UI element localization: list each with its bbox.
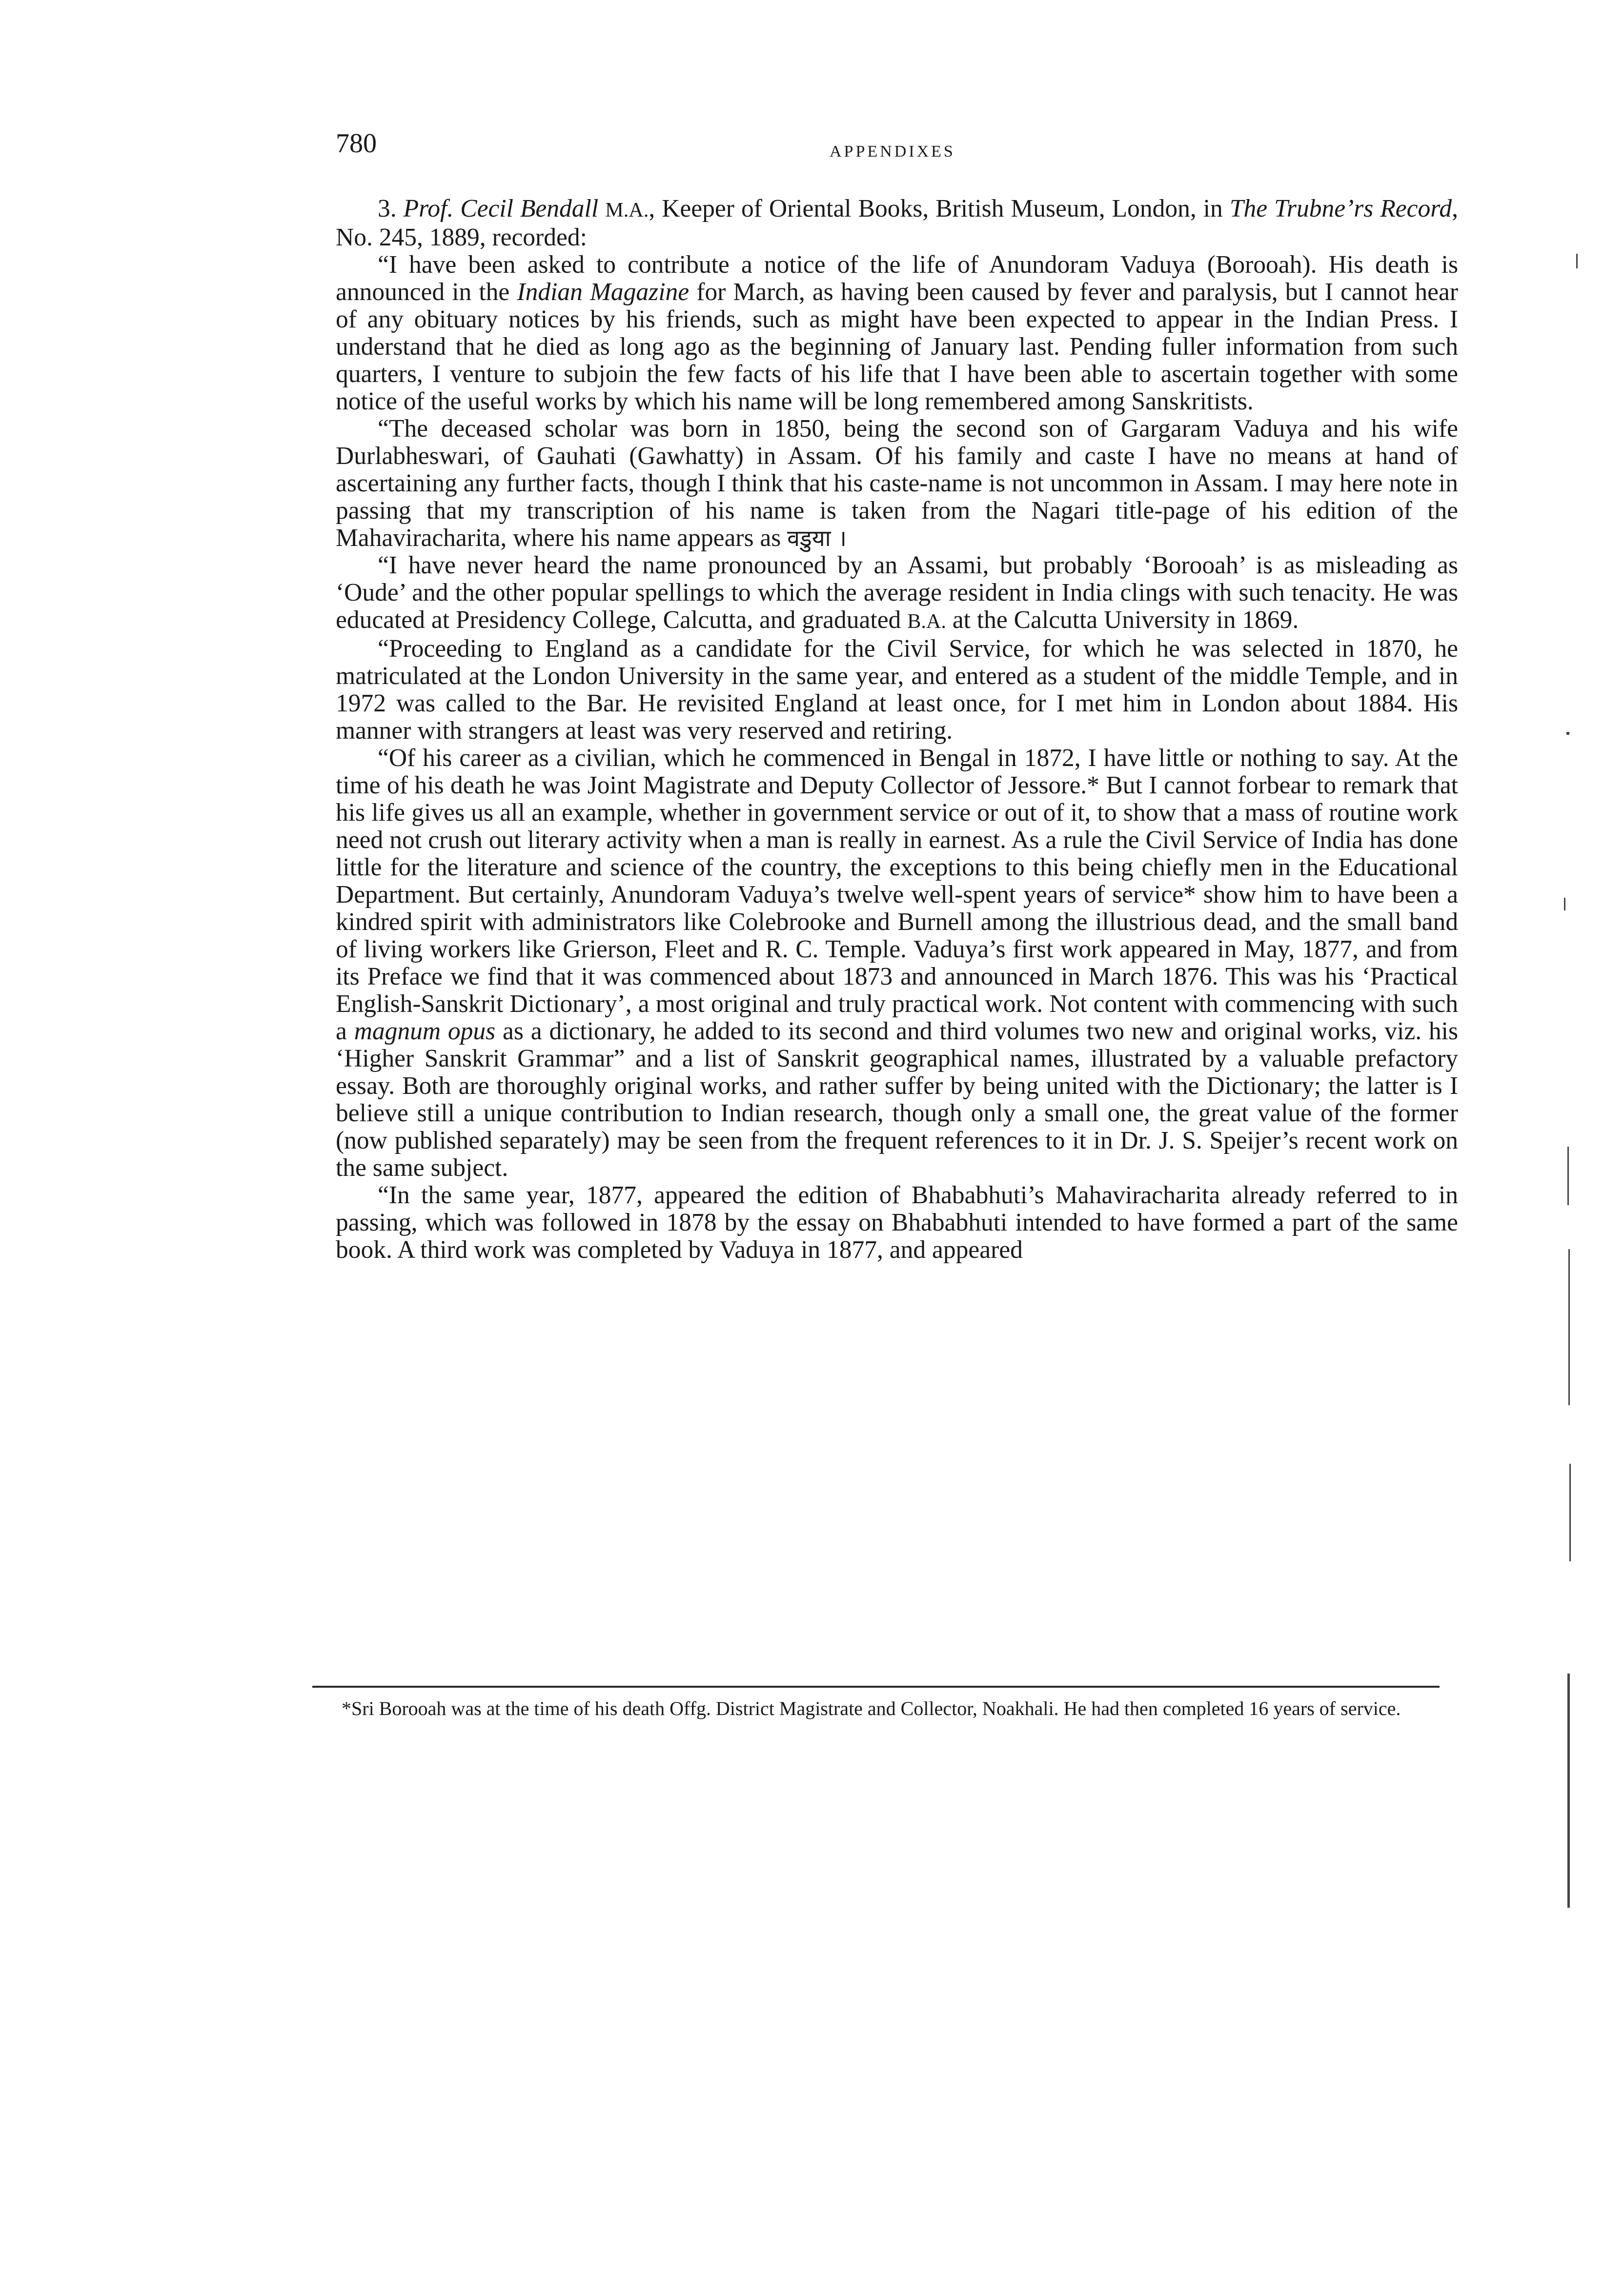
- margin-mark: [1568, 1249, 1570, 1405]
- paragraph-text: “Of his career as a civilian, which he commenced in Bengal in 1872, I have little or nothing to say. At the time of his death he was Joint Magistrate and Deputy Collector of Jessore.* But I cannot forbear to remark that his life gives us all an example, whether in government service or out of it, to show that a mass of routine work need not crush out literary activity when a man is really in earnest. As a rule the Civil Service of India has done little for the literature and science of the country, the exceptions to this being chiefly men in the Educational Department. But certainly, Anundoram Vaduya’s twelve well-spent years of service* show him to have been a kindred spirit with administrators like Colebrooke and Burnell among the illustrious dead, and the small band of living workers like Grierson, Fleet and R. C. Temple. Vaduya’s first work appeared in May, 1877, and from its Preface we find that it was commenced about 1873 and announced in March 1876. This was his ‘Practical English-Sanskrit Dictionary’, a most original and truly practical work. Not content with commencing with such a: [336, 744, 1458, 1045]
- paragraph-text: as a dictionary, he added to its second and third volumes two new and original works, viz. his ‘Higher Sanskrit Grammar” and a list of Sanskrit geographical names, illustrated by a valuable prefactory essay. Both are thoroughly original works, and rather suffer by being united with the Dictionary; the latter is I believe still a unique contribution to Indian research, though only a small one, the great value of the former (now published separately) may be seen from the frequent references to it in Dr. J. S. Speijer’s recent work on the same subject.: [336, 1017, 1458, 1182]
- paragraph-text: “In the same year, 1877, appeared the edition of Bhababhuti’s Mahaviracharita already referred to in passing, which was followed in 1878 by the essay on Bhababhuti intended to have formed a part of the same book. A third work was completed by Vaduya in 1877, and appeared: [336, 1181, 1458, 1264]
- paragraph-text: at the Calcutta University in 1869.: [946, 606, 1299, 634]
- paragraph-text: , Keeper of Oriental Books, British Museum, London, in: [649, 195, 1230, 222]
- paragraph-text: “I have never heard the name pronounced by an Assami, but probably ‘Borooah’ is as misleading as ‘Oude’ and the other popular spellings to which the average resident in India clings with such tenacity. He was educated at Presidency College, Calcutta, and graduated: [336, 551, 1458, 634]
- paragraph-text: “The deceased scholar was born in 1850, being the second son of Gargaram Vaduya and his wife Durlabheswari, of Gauhati (Gawhatty) in Assam. Of his family and caste I have no means at hand of ascertaining any further facts, though I think that his caste-name is not uncommon in Assam. I may here note in passing that my transcription of his name is taken from the Nagari title-page of his edition of the Mahaviracharita, where his name appears as: [336, 415, 1458, 552]
- paragraph-text: , No. 245, 1889, recorded:: [336, 195, 1459, 251]
- footnote: [317, 1698, 1440, 1719]
- magazine-title: Indian Magazine: [517, 278, 690, 306]
- page-number: 780: [336, 128, 377, 159]
- margin-mark: [1564, 898, 1565, 910]
- paragraph-5: [336, 635, 1458, 745]
- author-name: Prof. Cecil Bendall: [403, 195, 599, 222]
- margin-mark: [1567, 1147, 1569, 1205]
- body-text: [336, 195, 1458, 1264]
- footnote-text: *Sri Borooah was at the time of his death Offg. District Magistrate and Collector, Noakhali. He had then completed 16 years of service.: [342, 1697, 1401, 1719]
- paragraph-3: [336, 415, 1458, 552]
- paragraph-text: “Proceeding to England as a candidate for the Civil Service, for which he was selected in 1870, he matriculated at the London University in the same year, and entered as a student of the middle Temple, and in 1972 was called to the Bar. He revisited England at least once, for I met him in London about 1884. His manner with strangers at least was very reserved and retiring.: [336, 635, 1458, 745]
- paragraph-2: [336, 251, 1458, 415]
- margin-mark: [1576, 254, 1578, 268]
- degree: M.A.: [605, 199, 649, 222]
- paragraph-7: [336, 1182, 1458, 1264]
- margin-mark: [1567, 1674, 1570, 1908]
- publication-title: The Trubne’rs Record: [1229, 195, 1452, 222]
- item-label: 3.: [378, 195, 404, 222]
- margin-mark: [1569, 1464, 1571, 1561]
- margin-mark: [1566, 732, 1569, 735]
- latin-phrase: magnum opus: [354, 1017, 496, 1045]
- running-head: APPENDIXES: [830, 142, 955, 161]
- paragraph-6: [336, 745, 1458, 1182]
- paragraph-text: for March, as having been caused by fever and paralysis, but I cannot hear of any obituary notices by his friends, such as might have been expected to appear in the Indian Press. I understand that he died as long ago as the beginning of January last. Pending fuller information from such quarters, I venture to subjoin the few facts of his life that I have been able to ascertain together with some notice of the useful works by which his name will be long remembered among Sanskritists.: [336, 278, 1458, 415]
- footnote-rule: [312, 1686, 1440, 1688]
- paragraph-1: [336, 195, 1458, 251]
- degree: B.A.: [907, 610, 946, 633]
- paragraph-4: [336, 552, 1458, 635]
- devanagari-name: वडुया ।: [787, 525, 847, 551]
- paragraph-text: “I have been asked to contribute a notice of the life of Anundoram Vaduya (Borooah). His death is announced in the: [336, 251, 1458, 306]
